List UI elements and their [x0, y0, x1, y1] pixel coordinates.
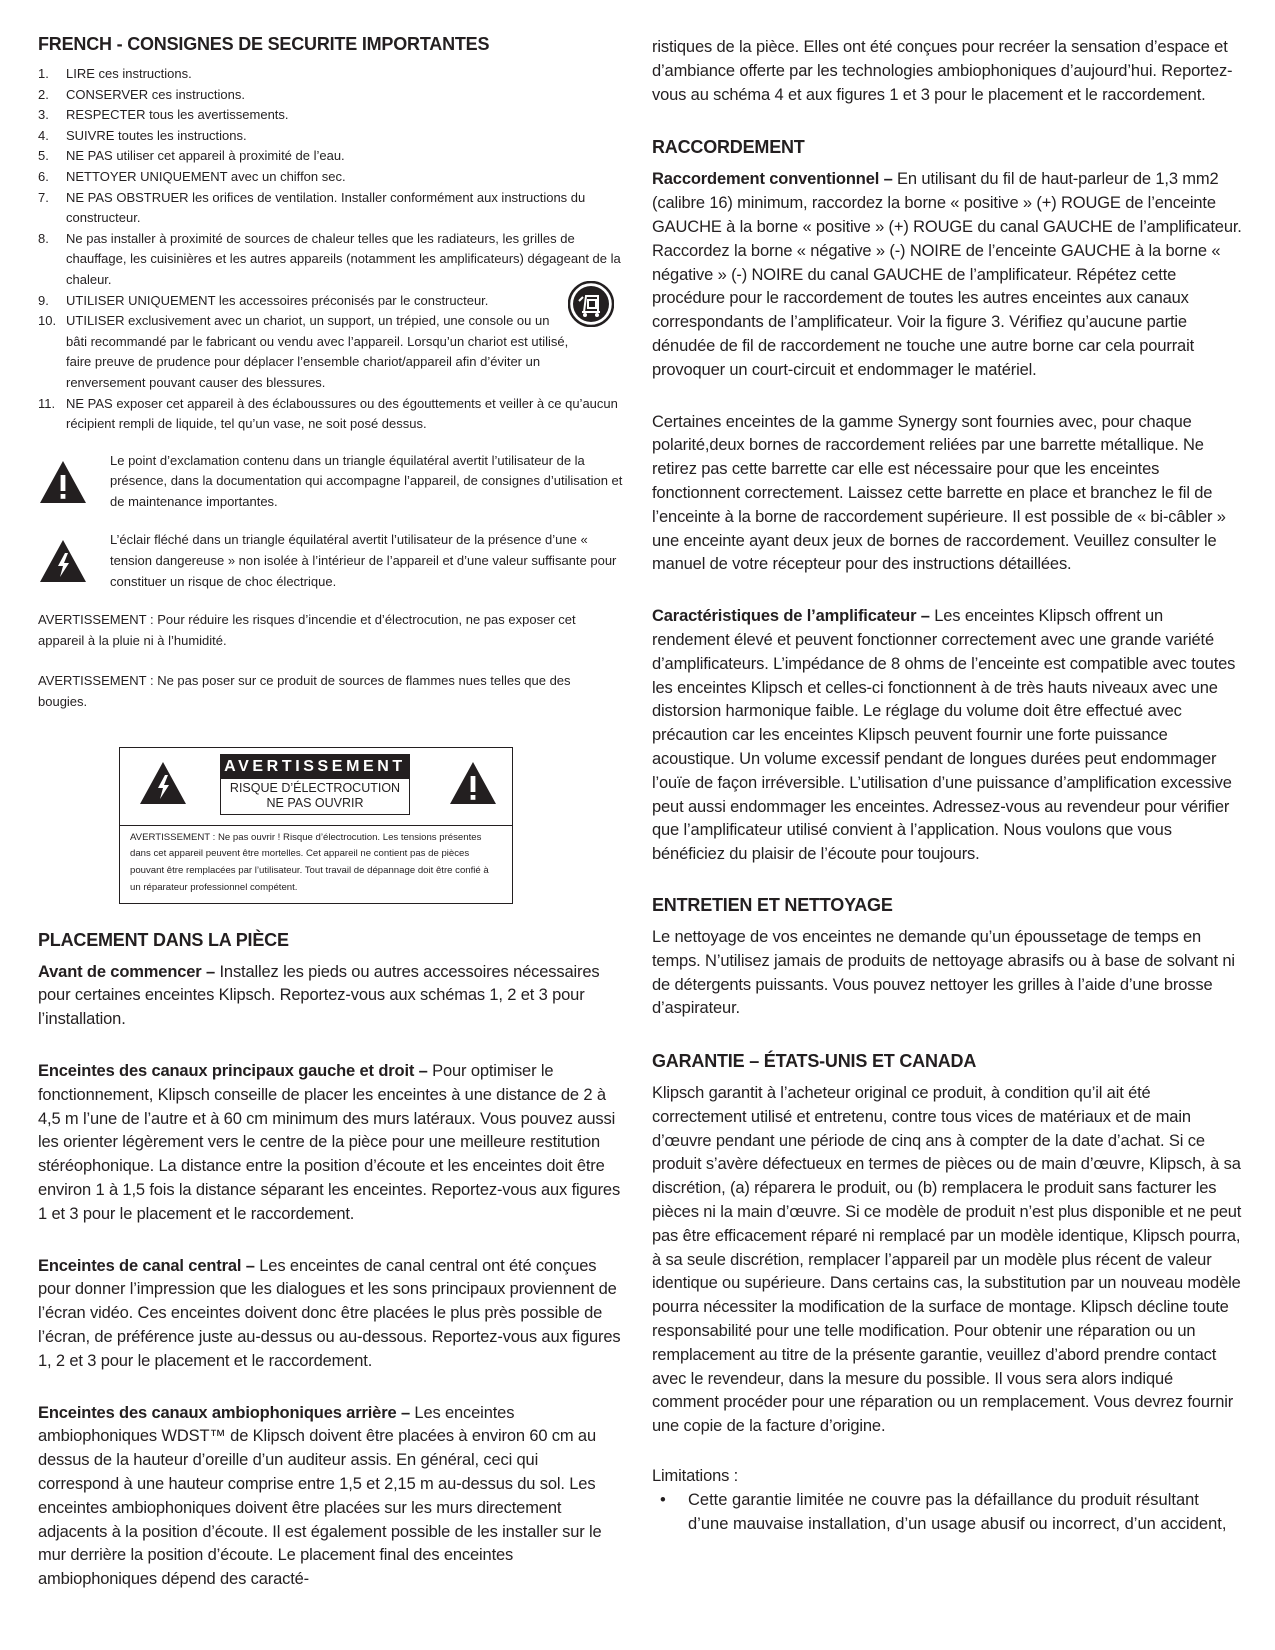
placement-section — [38, 930, 623, 1592]
placement-paragraph: Enceintes des canaux ambiophoniques arrière – Les enceintes ambiophoniques WDST™ de Klipsch doivent être placées à environ 60 cm au dessus de la hauteur d’oreille d’un auditeur assis. En général, ceci qui correspond à une hauteur comprise entre 1,5 et 2,15 m au-dessus du sol. Les enceintes ambiophoniques doivent être placées sur les murs directement adjacents à la position d’écoute. Il est également possible de les installer sur le mur derrière la position d’écoute. Le placement final des enceintes ambiophoniques dépend des caracté- — [38, 1403, 602, 1589]
safety-item: 1. LIRE ces instructions. — [38, 66, 192, 81]
lightning-warning — [38, 530, 623, 592]
entretien-title: ENTRETIEN ET NETTOYAGE — [652, 894, 893, 915]
safety-item: 2. CONSERVER ces instructions. — [38, 86, 245, 102]
right-column — [652, 34, 1242, 1536]
safety-item: 3. RESPECTER tous les avertissements. — [38, 107, 289, 123]
limitations-list — [652, 1489, 1242, 1537]
lightning-explanation: L’éclair fléché dans un triangle équilatéral avertit l’utilisateur de la présence d’une « tension dangereuse » non isolée à l’intérieur de l’appareil et d’une valeur suffisante pour constituer un risque de choc électrique. — [110, 532, 617, 589]
safety-item: 11. NE PAS exposer cet appareil à des éclaboussures ou des égouttements et veiller à ce qu’aucun récipient rempli de liquide, tel qu’un vase, ne soit posé dessus. — [38, 395, 618, 432]
exclamation-warning — [38, 451, 623, 513]
raccordement-section — [652, 137, 1242, 867]
safety-item: 10. UTILISER exclusivement avec un chariot, un support, un trépied, une console ou un bâti recommandé par le fabricant ou vendu avec l’appareil. Lorsqu’un chariot est utilisé, faire preuve de prudence pour déplacer l’ensemble chariot/appareil afin d’éviter un renversement pouvant causer des blessures. — [38, 313, 569, 390]
warning-label-divider — [120, 825, 512, 826]
warning-label-subtitle: RISQUE D’ÉLECTROCUTION NE PAS OUVRIR — [229, 780, 401, 810]
lightning-triangle-icon — [138, 760, 188, 806]
bullet-icon: • — [660, 1490, 666, 1509]
list-item: • Cette garantie limitée ne couvre pas la défaillance du produit résultant d’une mauvaise installation, d’un usage abusif ou incorrect, d’un accident, — [660, 1490, 1227, 1533]
raccordement-title: RACCORDEMENT — [652, 137, 805, 158]
cart-tip-over-warning-icon — [568, 281, 614, 327]
safety-item: 7. NE PAS OBSTRUER les orifices de ventilation. Installer conformément aux instructions du constructeur. — [38, 189, 586, 226]
warning-flames: AVERTISSEMENT : Ne pas poser sur ce produit de sources de flammes nues telles que des bougies. — [38, 673, 571, 710]
limitations-label: Limitations : — [652, 1467, 739, 1486]
safety-item: 5. NE PAS utiliser cet appareil à proximité de l’eau. — [38, 148, 345, 164]
garantie-paragraph: Klipsch garantit à l’acheteur original ce produit, à condition qu’il ait été correctement utilisé et entretenu, contre tous vices de matériaux et de main d’œuvre pendant une période de cinq ans à compter de la date d’achat. Si ce produit s’avère défectueux en termes de pièces ou de main d’œuvre, Klipsch, à sa discrétion, (a) réparera le produit, ou (b) remplacera le produit sans facturer les pièces ni la main d’œuvre. Si ce modèle de produit n’est plus disponible et ne peut pas être efficacement réparé ni remplacé par un modèle identique, Klipsch pourra, à sa seule discrétion, remplacer l’appareil par un modèle plus récent de valeur identique ou supérieure. Dans certains cas, la substitution par un nouveau modèle pourra nécessiter la modification de la surface de montage. Klipsch décline toute responsabilité pour une telle modification. Pour obtenir une réparation ou un remplacement au titre de la présente garantie, veuillez d’abord prendre contact avec le revendeur, dans la mesure du possible. Il vous sera alors indiqué comment procéder pour une réparation ou un remplacement. Vous devrez fournir une copie de la facture d’origine. — [652, 1084, 1242, 1436]
exclamation-triangle-icon — [38, 459, 88, 505]
exclamation-explanation: Le point d’exclamation contenu dans un triangle équilatéral avertit l’utilisateur de la présence, dans la documentation qui accompagne l’appareil, de consignes d’utilisation et de maintenance importantes. — [110, 452, 623, 509]
lightning-triangle-icon — [38, 538, 88, 584]
exclamation-triangle-icon — [448, 760, 498, 806]
placement-paragraph: Enceintes des canaux principaux gauche et droit – Pour optimiser le fonctionnement, Klipsch conseille de placer les enceintes à une distance de 2 à 4,5 m l’une de l’autre et à 60 cm minimum des murs latéraux. Vous pouvez aussi les orienter légèrement vers le centre de la pièce pour une meilleure restitution stéréophonique. La distance entre la position d’écoute et les enceintes doit être environ 1 à 1,5 fois la distance séparant les enceintes. Reportez-vous aux figures 1 et 3 pour le placement et le raccordement. — [38, 1062, 621, 1223]
safety-item: 8. Ne pas installer à proximité de sources de chaleur telles que les radiateurs, les grilles de chauffage, les cuisinières et les autres appareils (notamment les amplificateurs) dégageant de la chaleur. — [38, 230, 621, 287]
garantie-title: GARANTIE – ÉTATS-UNIS ET CANADA — [652, 1051, 977, 1072]
safety-title: FRENCH - CONSIGNES DE SECURITE IMPORTANTES — [38, 34, 490, 54]
safety-list — [38, 64, 623, 435]
entretien-paragraph: Le nettoyage de vos enceintes ne demande qu’un époussetage de temps en temps. N’utilisez jamais de produits de nettoyage abrasifs ou à base de solvant ni de détergents puissants. Vous pouvez nettoyer les grilles à l’aide d’une brosse d’aspirateur. — [652, 927, 1235, 1018]
placement-paragraph: Enceintes de canal central – Les enceintes de canal central ont été conçues pour donner l’impression que les dialogues et les sons principaux proviennent de l’écran vidéo. Ces enceintes doivent donc être placées le plus près possible de l’écran, de préférence juste au-dessus ou au-dessous. Reportez-vous aux figures 1, 2 et 3 pour le placement et le raccordement. — [38, 1256, 621, 1370]
warning-label-body: AVERTISSEMENT : Ne pas ouvrir ! Risque d’électrocution. Les tensions présentes dans cet appareil peuvent être mortelles. Cet appareil ne contient pas de pièces pouvant être remplacées par l’utilisateur. Tout travail de dépannage doit être confié à un réparateur professionnel compétent. — [130, 831, 489, 894]
entretien-section — [652, 895, 1242, 1021]
left-column — [38, 34, 623, 1592]
placement-paragraph: Avant de commencer – Installez les pieds ou autres accessoires nécessaires pour certaines enceintes Klipsch. Reportez-vous aux schémas 1, 2 et 3 pour l’installation. — [38, 962, 600, 1029]
placement-title: PLACEMENT DANS LA PIÈCE — [38, 929, 289, 950]
raccordement-paragraph: Certaines enceintes de la gamme Synergy sont fournies avec, pour chaque polarité,deux bornes de raccordement reliées par une barrette métallique. Ne retirez pas cette barrette car elle est nécessaire pour que les enceintes fonctionnent correctement. Laissez cette barrette en place et branchez le fil de l’enceinte à la borne de raccordement supérieure. Il est possible de « bi-câbler » une enceinte ayant deux jeux de bornes de raccordement. Veuillez consulter le manuel de votre récepteur pour des instructions détaillées. — [652, 412, 1226, 574]
garantie-section — [652, 1051, 1242, 1536]
safety-item: 9. UTILISER UNIQUEMENT les accessoires préconisés par le constructeur. — [38, 292, 489, 308]
warning-label-title: AVERTISSEMENT — [221, 755, 409, 779]
warning-humidity: AVERTISSEMENT : Pour réduire les risques d’incendie et d’électrocution, ne pas exposer cet appareil à la pluie ni à l’humidité. — [38, 612, 576, 648]
raccordement-paragraph: Raccordement conventionnel – En utilisant du fil de haut-parleur de 1,3 mm2 (calibre 16) minimum, raccordez la borne « positive » (+) ROUGE de l’enceinte GAUCHE à la borne « positive » (+) ROUGE du canal GAUCHE de l’amplificateur. Raccordez la borne « négative » (-) NOIRE de l’enceinte GAUCHE à la borne « négative » (-) NOIRE du canal GAUCHE de l’amplificateur. Répétez cette procédure pour le raccordement de toutes les autres enceintes aux canaux correspondants de l’amplificateur. Voir la figure 3. Vérifiez qu’aucune partie dénudée de fil de raccordement ne touche une autre borne car cela pourrait provoquer un court-circuit et endommager le matériel. — [652, 170, 1242, 379]
placement-continuation: ristiques de la pièce. Elles ont été conçues pour recréer la sensation d’espace et d’ambiance offerte par les technologies ambiophoniques d’aujourd’hui. Reportez-vous au schéma 4 et aux figures 1 et 3 pour le placement et le raccordement. — [652, 38, 1233, 104]
safety-item: 4. SUIVRE toutes les instructions. — [38, 127, 247, 143]
warning-label-header — [220, 754, 410, 815]
safety-item: 6. NETTOYER UNIQUEMENT avec un chiffon sec. — [38, 168, 346, 184]
shock-warning-label — [119, 747, 513, 904]
amplifier-paragraph: Caractéristiques de l’amplificateur – Les enceintes Klipsch offrent un rendement élevé et peuvent fonctionner correctement avec une grande variété d’amplificateurs. L’impédance de 8 ohms de l’enceinte est compatible avec toutes les enceintes Klipsch et celles-ci fonctionnent à de très hauts niveaux avec une distorsion harmonique faible. Le réglage du volume doit être effectué avec précaution car les enceintes Klipsch peuvent fournir une forte puissance acoustique. Un volume excessif pendant de longues durées peut endommager l’ouïe de façon irréversible. L’utilisation d’une puissance d’amplification excessive peut aussi endommager les enceintes. Adressez-vous au revendeur pour vérifier que l’amplificateur utilisé convient à l’application. Nous voulons que vous bénéficiez du plaisir de l’écoute pour toujours. — [652, 607, 1236, 864]
